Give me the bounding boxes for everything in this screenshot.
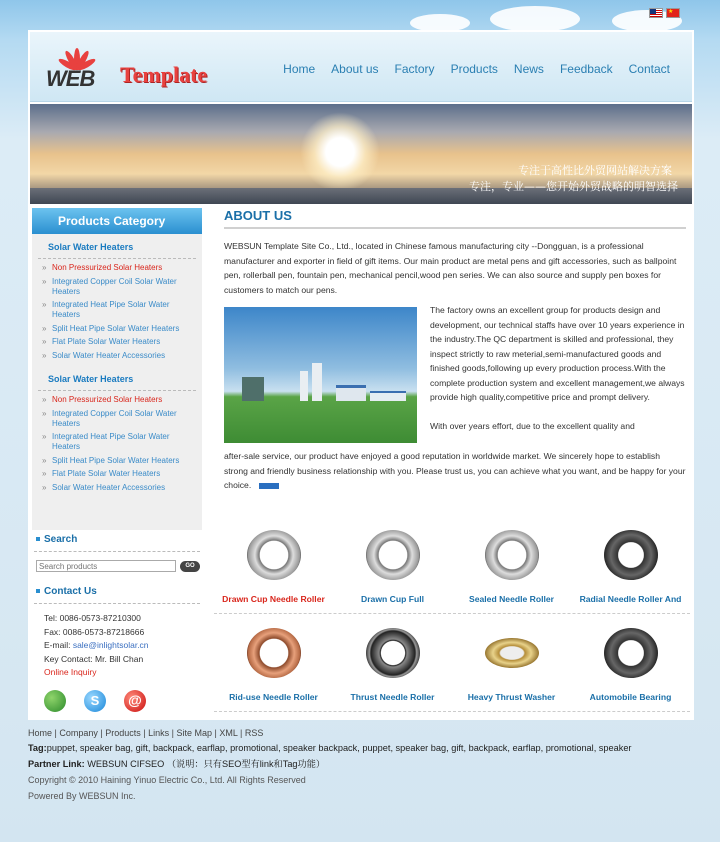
footer-tag-list[interactable]: puppet, speaker bag, gift, backpack, earflap, promotional, speaker backpack, puppet, speaker bag, gift, backpack, earflap, promotional, speaker (46, 743, 632, 753)
footer-link-xml[interactable]: XML (219, 728, 238, 738)
contact-tel: Tel: 0086-0573-87210300 (44, 613, 141, 623)
contact-icons (32, 680, 202, 712)
factory-photo (224, 307, 417, 443)
product-name[interactable]: Radial Needle Roller And (579, 594, 682, 604)
search-row (36, 560, 202, 572)
category-item[interactable]: » Integrated Heat Pipe Solar Water Heaters (42, 432, 194, 452)
banner-slogan-1: 专注于高性比外贸网站解决方案 (518, 164, 672, 177)
product-card[interactable] (452, 614, 571, 711)
category-item[interactable]: » Flat Plate Solar Water Heaters (42, 337, 194, 347)
about-paragraph-2b-text: With over years effort, due to the excellent quality and (430, 421, 635, 431)
about-paragraph-2 (430, 303, 688, 434)
search-go-button[interactable]: GO (180, 561, 200, 572)
search-section (32, 530, 202, 572)
category-item[interactable]: » Integrated Heat Pipe Solar Water Heaters (42, 300, 194, 320)
about-section (224, 208, 686, 493)
hero-banner (30, 104, 692, 204)
online-inquiry-link[interactable]: Online Inquiry (44, 667, 97, 677)
search-title: Search (34, 530, 200, 552)
footer-partner-label: Partner Link: (28, 759, 85, 769)
footer-powered-by: Powered By WEBSUN Inc. (28, 791, 136, 801)
page-container (28, 30, 694, 720)
main-nav (275, 62, 678, 76)
product-name[interactable]: Rid-use Needle Roller (229, 692, 318, 702)
nav-home[interactable]: Home (283, 62, 316, 76)
nav-factory[interactable]: Factory (394, 62, 435, 76)
about-paragraph-3 (224, 449, 686, 493)
about-paragraph-2-text: The factory owns an excellent group for products design and development, our technical staffs have over 10 years experience in the industry.The QC department is skilled and professional, they inspect strictly to raw meterial,semi-manufactured goods and finished goods,following up every production process.With the complete production system and excellent management,we always provide high quality,competitive price and prompt delivery. (430, 305, 685, 402)
product-row (214, 516, 690, 614)
english-flag-icon[interactable] (649, 8, 663, 18)
contact-details (32, 604, 202, 680)
msn-icon[interactable] (44, 690, 66, 712)
product-card[interactable] (333, 516, 452, 613)
footer-partner (28, 756, 708, 772)
language-switcher (649, 8, 680, 18)
product-card[interactable] (214, 516, 333, 613)
contact-key-person: Key Contact: Mr. Bill Chan (44, 653, 144, 664)
nav-about-us[interactable]: About us (331, 62, 379, 76)
about-paragraph-1: WEBSUN Template Site Co., Ltd., located in Chinese famous manufacturing city --Dongguan, is a professional manufacturer and exporter in field of gift items. Our main product are metal pens and gift accessories, such as ballpoint pen, rollerball pen, fountain pen, mechanical pencil,wood pen series. We can also source and supply pen boxes for customers to match our pens. (224, 241, 677, 295)
contact-email-row (44, 639, 202, 653)
products-category-sidebar (32, 208, 202, 530)
product-image[interactable] (239, 622, 309, 684)
site-footer (28, 726, 708, 804)
category-group-title[interactable]: Solar Water Heaters (38, 366, 196, 391)
product-image[interactable] (596, 524, 666, 586)
product-name[interactable]: Automobile Bearing (589, 692, 672, 702)
product-name[interactable]: Drawn Cup Needle Roller (222, 594, 325, 604)
nav-contact[interactable]: Contact (628, 62, 670, 76)
product-name[interactable]: Thrust Needle Roller (350, 692, 435, 702)
contact-email-label: E-mail: (44, 640, 73, 650)
more-link-icon[interactable] (259, 483, 279, 489)
product-image[interactable] (358, 622, 428, 684)
about-paragraph-3-text: after-sale service, our product have enjoyed a good reputation in worldwide market. We sincerely hope to establish strong and friendly business relationship with you. Please trust us, you can achieve what you want, and be happy for your choice. (224, 451, 686, 490)
logo-template-text: Template (120, 62, 208, 87)
product-card[interactable] (333, 614, 452, 711)
category-item[interactable]: » Solar Water Heater Accessories (42, 483, 194, 493)
product-image[interactable] (596, 622, 666, 684)
contact-title: Contact Us (34, 582, 200, 604)
about-block (224, 303, 686, 451)
banner-sun (300, 112, 380, 192)
footer-tag-label: Tag: (28, 743, 47, 753)
footer-link-links[interactable]: Links (148, 728, 170, 738)
category-list (32, 259, 202, 366)
product-card[interactable] (571, 614, 690, 711)
footer-link-products[interactable]: Products (105, 728, 141, 738)
china-flag-icon[interactable] (666, 8, 680, 18)
footer-link-home[interactable]: Home (28, 728, 53, 738)
product-image[interactable] (477, 524, 547, 586)
footer-link-site-map[interactable]: Site Map (176, 728, 212, 738)
footer-link-company[interactable]: Company (59, 728, 98, 738)
category-item[interactable]: » Integrated Copper Coil Solar Water Heaters (42, 409, 194, 429)
nav-news[interactable]: News (513, 62, 544, 76)
product-image[interactable] (239, 524, 309, 586)
product-name[interactable]: Heavy Thrust Washer (467, 692, 556, 702)
product-image[interactable] (358, 524, 428, 586)
product-row (214, 614, 690, 712)
email-icon[interactable]: @ (124, 690, 146, 712)
footer-links: Home | Company | Products | Links | Site Map | XML | RSS (28, 728, 264, 738)
products-category-title: Products Category (32, 208, 202, 234)
about-title: ABOUT US (224, 208, 686, 229)
category-list (32, 391, 202, 498)
sky-cloud (490, 6, 580, 32)
category-item[interactable]: » Solar Water Heater Accessories (42, 351, 194, 361)
category-item[interactable]: » Non Pressurized Solar Heaters (42, 395, 194, 405)
category-group-title[interactable]: Solar Water Heaters (38, 234, 196, 259)
contact-fax: Fax: 0086-0573-87218666 (44, 626, 145, 637)
product-card[interactable] (214, 614, 333, 711)
product-name[interactable]: Sealed Needle Roller (468, 594, 555, 604)
footer-tags (28, 740, 708, 756)
product-image[interactable] (477, 622, 547, 684)
site-logo[interactable] (44, 50, 244, 90)
nav-feedback[interactable]: Feedback (559, 62, 613, 76)
logo-web-text: WEB (46, 66, 95, 91)
skype-icon[interactable]: S (84, 690, 106, 712)
category-item[interactable]: » Flat Plate Solar Water Heaters (42, 469, 194, 479)
category-item[interactable]: » Split Heat Pipe Solar Water Heaters (42, 324, 194, 334)
contact-section (32, 582, 202, 712)
category-item[interactable]: » Split Heat Pipe Solar Water Heaters (42, 456, 194, 466)
footer-link-rss[interactable]: RSS (244, 728, 264, 738)
product-card[interactable] (571, 516, 690, 613)
contact-email-link[interactable]: sale@inlightsolar.cn (72, 640, 149, 650)
footer-copyright: Copyright © 2010 Haining Yinuo Electric Co., Ltd. All Rights Reserved (28, 775, 306, 785)
product-card[interactable] (452, 516, 571, 613)
footer-partner-links[interactable]: WEBSUN CIFSEO （说明：只有SEO型有link和Tag功能） (84, 759, 326, 769)
search-input[interactable] (36, 560, 176, 572)
category-item[interactable]: » Non Pressurized Solar Heaters (42, 263, 194, 273)
nav-products[interactable]: Products (450, 62, 498, 76)
site-header (30, 32, 692, 102)
product-name[interactable]: Drawn Cup Full (360, 594, 425, 604)
category-item[interactable]: » Integrated Copper Coil Solar Water Heaters (42, 277, 194, 297)
product-showcase (214, 516, 690, 712)
banner-slogan-2: 专注，专业——您开始外贸战略的明智选择 (469, 180, 678, 193)
